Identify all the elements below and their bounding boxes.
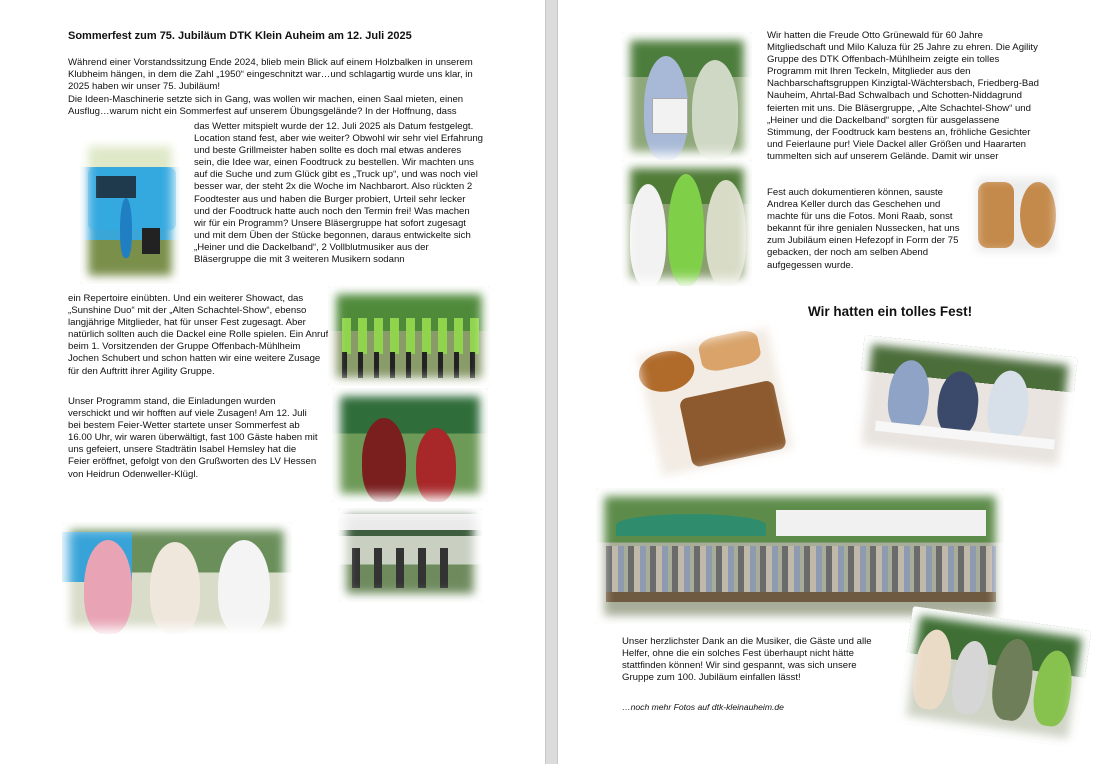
paragraph-party: Unser Programm stand, die Einladungen wurden verschickt und wir hofften auf viele Zusagen! Am 12. Juli bei bestem Feier-Wetter startete unser Sommerfest ab 16.00 Uhr, wir waren überwältigt, fast 100 Gäste haben mit uns gefeiert, unsere Stadträtin Isabel Hemsley hat die Feier eröffnet, gefolgt von den Grußworten des LV Hessen von Heidrun Odenweller-Klügl. bbox=[68, 396, 318, 480]
paragraph-showacts: ein Repertoire einübten. Und ein weiterer Showact, das „Sunshine Duo“ mit der „Alten Schachtel-Show“, ebenso langjährige Mitglieder, hat für unser Fest zugesagt. Aber natürlich sollten auch die Dackel eine Rolle spielen. Ein Anruf beim 1. Vorsitzenden der Gruppe Offenbach-Mühlheim Jochen Schubert und schon hatten wir eine weitere Zusage für den Auftritt ihrer Agility Gruppe. bbox=[68, 293, 329, 377]
page-gutter bbox=[545, 0, 558, 764]
paragraph-intro: Während einer Vorstandssitzung Ende 2024, blieb mein Blick auf einem Holzbalken in unserem Klubheim hängen, in dem die Zahl „1950“ eingeschnitzt war…und schlagartig wurde uns klar, in 2025 haben wir unser 75. Jubiläum! bbox=[68, 57, 473, 93]
footer-more-photos: …noch mehr Fotos auf dtk-kleinauheim.de bbox=[622, 702, 784, 712]
photo-guests-speakers bbox=[62, 522, 292, 634]
paragraph-date-foodtruck: das Wetter mitspielt wurde der 12. Juli 2025 als Datum festgelegt. Location stand fest, aber wie weiter? Obwohl wir sehr viel Erfahrung und beste Grillmeister haben sollte es doch mal etwas anderes sein, die Idee war, einen Foodtruck zu bestellen. Wir machten uns auf die Suche und zum Glück gibt es „Truck up“, und was noch viel besser war, der steht 2x die Woche im Nachbarort. Also rückten 2 Foodtester aus und haben die Burger probiert, Urteil sehr lecker und der Foodtruck hatte auch noch den Termin frei! Was machen wir für ein Programm? Unsere Bläsergruppe hat sofort zugesagt und mit dem Üben der Stücke begonnen, daraus entwickelte sich „Heiner und die Dackelband“, 2 Vollblutmusiker aus der Bläsergruppe die mit 3 weiteren Musikern sodann bbox=[194, 121, 484, 266]
photo-sunshine-duo bbox=[332, 388, 488, 502]
photo-crowd-tents bbox=[596, 488, 1004, 624]
paragraph-thanks: Unser herzlichster Dank an die Musiker, die Gäste und alle Helfer, ohne die ein solches Fest überhaupt nicht hätte stattfinden können! Wir sind gespannt, was sich unsere Gruppe zum 100. Jubiläum einfallen lässt! bbox=[622, 636, 872, 684]
photo-food-collage bbox=[627, 318, 803, 486]
photo-dackelband bbox=[338, 508, 482, 602]
document-page-right bbox=[558, 0, 1111, 764]
document-page-left bbox=[0, 0, 545, 764]
photo-foodtruck bbox=[80, 138, 180, 284]
photo-guests-table bbox=[852, 335, 1077, 475]
paragraph-ideas: Die Ideen-Maschinerie setzte sich in Gang, was wollen wir machen, einen Saal mieten, einen Ausflug…warum nicht ein Sommerfest auf unserem Übungsgelände? In der Hoffnung, dass bbox=[68, 94, 464, 118]
paragraph-honours: Wir hatten die Freude Otto Grünewald für 60 Jahre Mitgliedschaft und Milo Kaluza für 25 Jahre zu ehren. Die Agility Gruppe des DTK Offenbach-Mühlheim zeigte ein tolles Programm mit Ihren Teckeln, Mitglieder aus den Nachbarschaftsgruppen Kinzigtal-Wächtersbach, Friedberg-Bad Nauheim, Ahrtal-Bad Schwalbach und Schotten-Niddagrund feierten mit uns. Die Bläsergruppe, „Alte Schachtel-Show“ und „Heiner und die Dackelband“ sorgten für ausgelassene Stimmung, der Foodtruck kam bestens an, fröhliche Gesichter und Feierlaune pur! Viele Dackel aller Größen und Haararten tummelten sich auf unserem Gelände. Damit wir unser bbox=[767, 30, 1039, 162]
photo-hefezopf-75 bbox=[968, 170, 1064, 260]
photo-honour-otto bbox=[622, 32, 752, 160]
photo-wind-band bbox=[328, 286, 490, 386]
photo-group-bottom bbox=[897, 606, 1092, 748]
paragraph-photos-cake: Fest auch dokumentieren können, sauste Andrea Keller durch das Geschehen und machte für uns die Fotos. Moni Raab, sonst bekannt für ihre genialen Nussecken, hat uns zum Jubiläum einen Hefezopf in Form der 75 gebacken, der noch am selben Abend aufgegessen wurde. bbox=[767, 187, 960, 271]
section-heading: Wir hatten ein tolles Fest! bbox=[808, 304, 973, 319]
document-title: Sommerfest zum 75. Jubiläum DTK Klein Auheim am 12. Juli 2025 bbox=[68, 30, 412, 42]
photo-honour-milo bbox=[622, 160, 752, 286]
